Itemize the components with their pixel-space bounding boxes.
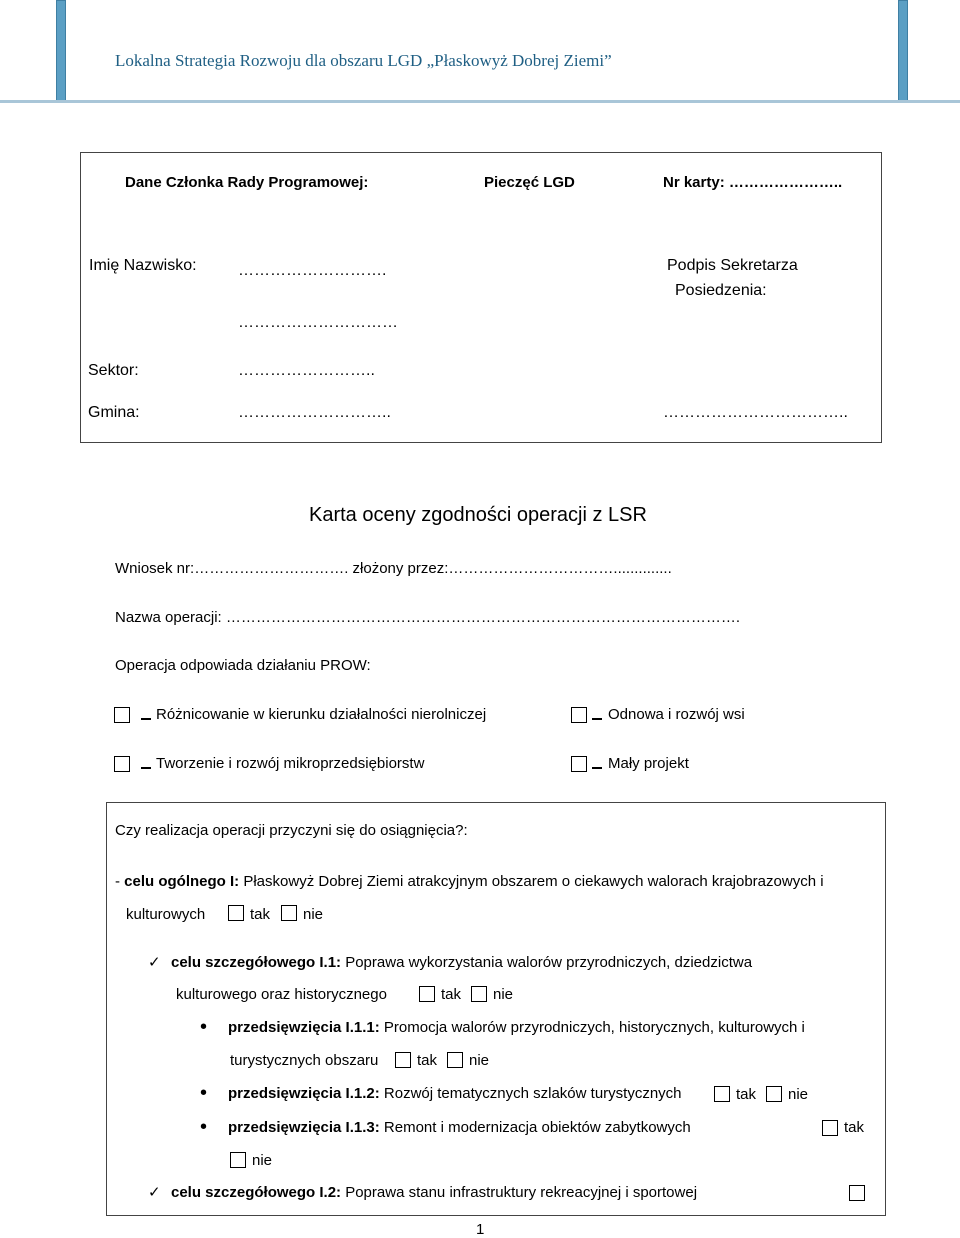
- header-left-bar: [56, 0, 66, 102]
- header-right-bar: [898, 0, 908, 102]
- undertaking-111-no-checkbox[interactable]: [447, 1052, 463, 1068]
- option-checkbox-small-project[interactable]: [571, 756, 587, 772]
- specific-goal-1-yes-checkbox[interactable]: [419, 986, 435, 1002]
- general-goal-no-checkbox[interactable]: [281, 905, 297, 921]
- general-goal-yes-checkbox[interactable]: [228, 905, 244, 921]
- undertaking-111-line-2: turystycznych obszaru: [230, 1052, 379, 1069]
- general-goal-prefix: -: [115, 873, 125, 890]
- member-label: Dane Członka Rady Programowej:: [125, 174, 369, 191]
- check-mark-icon: ✓: [148, 1184, 161, 1201]
- undertaking-112-no-checkbox[interactable]: [766, 1086, 782, 1102]
- general-goal-label: celu ogólnego I:: [124, 873, 240, 890]
- prow-question: Operacja odpowiada działaniu PROW:: [115, 657, 371, 674]
- undertaking-112-yes-label: tak: [736, 1086, 757, 1103]
- undertaking-112-no-label: nie: [788, 1086, 809, 1103]
- option-dash: [141, 767, 151, 769]
- option-checkbox-diversification[interactable]: [114, 707, 130, 723]
- option-dash: [141, 718, 151, 720]
- undertaking-113-text: Remont i modernizacja obiektów zabytkowych: [379, 1119, 691, 1136]
- stamp-label: Pieczęć LGD: [484, 174, 575, 191]
- undertaking-113-yes-checkbox[interactable]: [822, 1120, 838, 1136]
- signature-label-line-1: Podpis Sekretarza: [667, 257, 798, 274]
- specific-goal-1-no-checkbox[interactable]: [471, 986, 487, 1002]
- bullet-icon: •: [200, 1082, 208, 1104]
- signature-field[interactable]: ……………………………..: [663, 404, 848, 421]
- check-mark-icon: ✓: [148, 954, 161, 971]
- name-field-line-2[interactable]: …………………………: [238, 314, 398, 331]
- commune-label: Gmina:: [88, 404, 140, 421]
- specific-goal-1-line-1: [171, 954, 752, 971]
- general-goal-text: Płaskowyż Dobrej Ziemi atrakcyjnym obszarem o ciekawych walorach krajobrazowych i: [239, 873, 824, 890]
- operation-name-line[interactable]: Nazwa operacji: ………………………………………………………………………………………….: [115, 609, 741, 626]
- specific-goal-2-text: Poprawa stanu infrastruktury rekreacyjnej i sportowej: [341, 1184, 698, 1201]
- option-label-microenterprises: Tworzenie i rozwój mikroprzedsiębiorstw: [156, 755, 425, 772]
- option-checkbox-village-renewal[interactable]: [571, 707, 587, 723]
- name-field-line-1[interactable]: ……………………….: [238, 262, 387, 279]
- name-label: Imię Nazwisko:: [89, 257, 197, 274]
- undertaking-112-line: [228, 1085, 682, 1102]
- specific-goal-2-checkbox[interactable]: [849, 1185, 865, 1201]
- specific-goal-2-line: [171, 1184, 697, 1201]
- undertaking-111-label: przedsięwzięcia I.1.1:: [228, 1019, 380, 1036]
- undertaking-111-no-label: nie: [469, 1052, 490, 1069]
- general-goal-yes-label: tak: [250, 906, 271, 923]
- option-dash: [592, 767, 602, 769]
- card-number: Nr karty: …………………..: [663, 174, 843, 191]
- bullet-icon: •: [200, 1016, 208, 1038]
- option-dash: [592, 718, 602, 720]
- undertaking-113-line: [228, 1119, 691, 1136]
- header-divider: [0, 100, 960, 103]
- form-title: Karta oceny zgodności operacji z LSR: [309, 504, 647, 526]
- undertaking-113-label: przedsięwzięcia I.1.3:: [228, 1119, 380, 1136]
- document-header-title: Lokalna Strategia Rozwoju dla obszaru LGD „Płaskowyż Dobrej Ziemi”: [115, 51, 612, 70]
- undertaking-113-no-label: nie: [252, 1152, 273, 1169]
- general-goal-line-1: [115, 873, 824, 890]
- undertaking-111-yes-checkbox[interactable]: [395, 1052, 411, 1068]
- undertaking-113-no-checkbox[interactable]: [230, 1152, 246, 1168]
- specific-goal-2-label: celu szczegółowego I.2:: [171, 1184, 342, 1201]
- signature-label-line-2: Posiedzenia:: [675, 282, 767, 299]
- option-label-village-renewal: Odnowa i rozwój wsi: [608, 706, 745, 723]
- undertaking-113-yes-label: tak: [844, 1119, 865, 1136]
- option-label-small-project: Mały projekt: [608, 755, 689, 772]
- undertaking-111-text: Promocja walorów przyrodniczych, historycznych, kulturowych i: [379, 1019, 805, 1036]
- sector-label: Sektor:: [88, 362, 139, 379]
- undertaking-111-yes-label: tak: [417, 1052, 438, 1069]
- undertaking-111-line-1: [228, 1019, 805, 1036]
- general-goal-line-2: kulturowych: [126, 906, 206, 923]
- undertaking-112-label: przedsięwzięcia I.1.2:: [228, 1085, 380, 1102]
- general-goal-no-label: nie: [303, 906, 324, 923]
- bullet-icon: •: [200, 1116, 208, 1138]
- sector-field[interactable]: ……………………..: [238, 362, 375, 379]
- evaluation-question: Czy realizacja operacji przyczyni się do osiągnięcia?:: [115, 822, 468, 839]
- specific-goal-1-line-2: kulturowego oraz historycznego: [176, 986, 387, 1003]
- specific-goal-1-text: Poprawa wykorzystania walorów przyrodniczych, dziedzictwa: [341, 954, 753, 971]
- application-line[interactable]: Wniosek nr:…………………………. złożony przez:……………………………..............: [115, 560, 672, 577]
- specific-goal-1-yes-label: tak: [441, 986, 462, 1003]
- evaluation-box: [106, 802, 886, 1216]
- specific-goal-1-label: celu szczegółowego I.1:: [171, 954, 342, 971]
- undertaking-112-yes-checkbox[interactable]: [714, 1086, 730, 1102]
- specific-goal-1-no-label: nie: [493, 986, 514, 1003]
- option-label-diversification: Różnicowanie w kierunku działalności nierolniczej: [156, 706, 487, 723]
- page-number: 1: [476, 1221, 485, 1238]
- undertaking-112-text: Rozwój tematycznych szlaków turystycznych: [379, 1085, 682, 1102]
- option-checkbox-microenterprises[interactable]: [114, 756, 130, 772]
- commune-field[interactable]: ………………………..: [238, 404, 391, 421]
